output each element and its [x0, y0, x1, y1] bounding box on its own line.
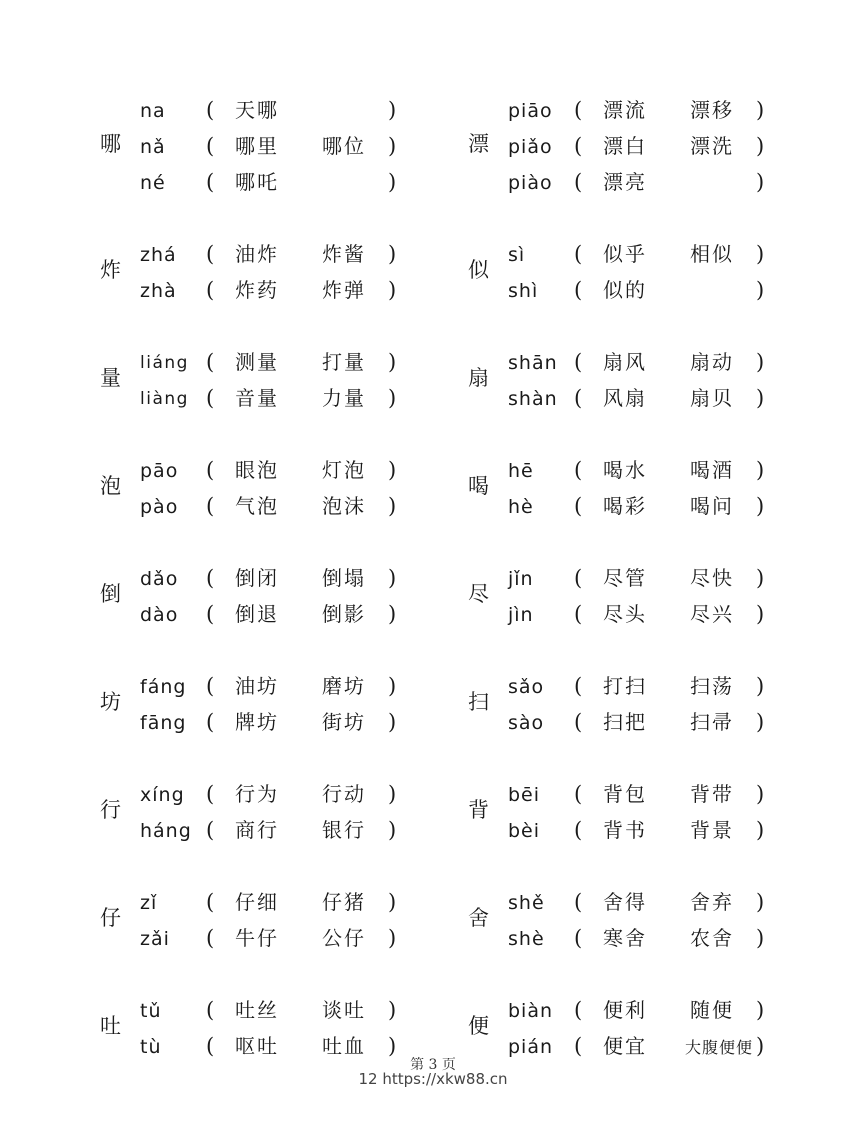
example-word-1: 似乎 — [603, 242, 647, 266]
close-paren: ) — [756, 926, 765, 950]
reading-row — [140, 240, 470, 270]
close-paren: ) — [756, 134, 765, 158]
close-paren: ) — [756, 890, 765, 914]
pinyin: tǔ — [140, 1000, 162, 1022]
open-paren: ( — [206, 242, 215, 266]
open-paren: ( — [206, 998, 215, 1022]
example-word-2: 扫荡 — [690, 674, 734, 698]
close-paren: ) — [388, 170, 397, 194]
pinyin: liáng — [140, 353, 189, 373]
pinyin: fáng — [140, 676, 187, 698]
example-word-2: 灯泡 — [322, 458, 366, 482]
close-paren: ) — [756, 710, 765, 734]
pinyin: xíng — [140, 784, 185, 806]
example-word-2: 相似 — [690, 242, 734, 266]
close-paren: ) — [388, 890, 397, 914]
reading-row — [508, 276, 838, 306]
reading-row — [508, 384, 838, 414]
example-word-1: 行为 — [235, 782, 279, 806]
example-word-2: 尽兴 — [690, 602, 734, 626]
pinyin: shè — [508, 928, 545, 950]
example-word-1: 打扫 — [603, 674, 647, 698]
head-character: 背 — [468, 798, 489, 822]
reading-row — [508, 132, 838, 162]
open-paren: ( — [574, 782, 583, 806]
open-paren: ( — [206, 170, 215, 194]
example-word-1: 牛仔 — [235, 926, 279, 950]
example-word-1: 油炸 — [235, 242, 279, 266]
reading-row — [140, 276, 470, 306]
close-paren: ) — [388, 926, 397, 950]
reading-row — [508, 780, 838, 810]
head-character: 扇 — [468, 366, 489, 390]
head-character: 便 — [468, 1014, 489, 1038]
close-paren: ) — [388, 818, 397, 842]
head-character: 喝 — [468, 474, 489, 498]
example-word-1: 眼泡 — [235, 458, 279, 482]
example-word-1: 音量 — [235, 386, 279, 410]
reading-row — [140, 600, 470, 630]
pinyin: shān — [508, 352, 558, 374]
close-paren: ) — [388, 998, 397, 1022]
example-word-2: 行动 — [322, 782, 366, 806]
example-word-2: 随便 — [690, 998, 734, 1022]
open-paren: ( — [574, 818, 583, 842]
close-paren: ) — [388, 278, 397, 302]
open-paren: ( — [574, 386, 583, 410]
reading-row — [140, 996, 470, 1026]
example-word-1: 哪吒 — [235, 170, 279, 194]
example-word-1: 漂亮 — [603, 170, 647, 194]
example-word-2: 倒影 — [322, 602, 366, 626]
reading-row — [508, 816, 838, 846]
open-paren: ( — [206, 350, 215, 374]
reading-row — [508, 492, 838, 522]
page-number: 第 3 页 — [410, 1057, 456, 1073]
close-paren: ) — [388, 494, 397, 518]
pinyin: pián — [508, 1036, 554, 1058]
pinyin: piào — [508, 172, 553, 194]
open-paren: ( — [206, 386, 215, 410]
example-word-2: 舍弃 — [690, 890, 734, 914]
example-word-1: 倒退 — [235, 602, 279, 626]
pinyin: jìn — [508, 604, 534, 626]
reading-row — [140, 924, 470, 954]
example-word-1: 漂流 — [603, 98, 647, 122]
reading-row — [508, 708, 838, 738]
example-word-1: 漂白 — [603, 134, 647, 158]
example-word-2: 漂洗 — [690, 134, 734, 158]
pinyin: bēi — [508, 784, 541, 806]
head-character: 舍 — [468, 906, 489, 930]
pinyin: zhá — [140, 244, 177, 266]
example-word-1: 背书 — [603, 818, 647, 842]
reading-row — [140, 672, 470, 702]
example-word-1: 倒闭 — [235, 566, 279, 590]
example-word-2: 街坊 — [322, 710, 366, 734]
pinyin: né — [140, 172, 166, 194]
close-paren: ) — [756, 350, 765, 374]
example-word-2: 扇贝 — [690, 386, 734, 410]
close-paren: ) — [388, 350, 397, 374]
pinyin: sǎo — [508, 676, 545, 698]
example-word-1: 似的 — [603, 278, 647, 302]
close-paren: ) — [756, 1034, 765, 1058]
reading-row — [140, 816, 470, 846]
open-paren: ( — [574, 926, 583, 950]
open-paren: ( — [574, 98, 583, 122]
close-paren: ) — [756, 566, 765, 590]
open-paren: ( — [574, 350, 583, 374]
close-paren: ) — [756, 602, 765, 626]
pinyin: sì — [508, 244, 526, 266]
pinyin: bèi — [508, 820, 541, 842]
head-character: 倒 — [100, 582, 121, 606]
example-word-1: 尽头 — [603, 602, 647, 626]
example-word-1: 牌坊 — [235, 710, 279, 734]
example-word-1: 仔细 — [235, 890, 279, 914]
close-paren: ) — [756, 170, 765, 194]
pinyin: jǐn — [508, 568, 534, 590]
open-paren: ( — [574, 170, 583, 194]
reading-row — [508, 888, 838, 918]
example-word-1: 吐丝 — [235, 998, 279, 1022]
close-paren: ) — [388, 386, 397, 410]
example-word-2: 打量 — [322, 350, 366, 374]
head-character: 尽 — [468, 582, 489, 606]
example-word-2: 倒塌 — [322, 566, 366, 590]
open-paren: ( — [206, 134, 215, 158]
open-paren: ( — [574, 278, 583, 302]
reading-row — [140, 780, 470, 810]
example-word-1: 扇风 — [603, 350, 647, 374]
reading-row — [140, 132, 470, 162]
pinyin: nǎ — [140, 136, 166, 158]
reading-row — [508, 96, 838, 126]
pinyin: hè — [508, 496, 534, 518]
head-character: 漂 — [468, 132, 489, 156]
close-paren: ) — [388, 1034, 397, 1058]
head-character: 泡 — [100, 474, 121, 498]
pinyin: tù — [140, 1036, 162, 1058]
close-paren: ) — [388, 782, 397, 806]
pinyin: pào — [140, 496, 179, 518]
example-word-1: 商行 — [235, 818, 279, 842]
open-paren: ( — [574, 998, 583, 1022]
close-paren: ) — [756, 674, 765, 698]
open-paren: ( — [574, 494, 583, 518]
open-paren: ( — [574, 242, 583, 266]
head-character: 仔 — [100, 906, 121, 930]
example-word-2: 银行 — [322, 818, 366, 842]
open-paren: ( — [574, 674, 583, 698]
close-paren: ) — [388, 674, 397, 698]
pinyin: hē — [508, 460, 534, 482]
open-paren: ( — [574, 458, 583, 482]
pinyin: shàn — [508, 388, 558, 410]
example-word-1: 舍得 — [603, 890, 647, 914]
example-word-1: 测量 — [235, 350, 279, 374]
reading-row — [140, 888, 470, 918]
reading-row — [508, 564, 838, 594]
pinyin: na — [140, 100, 166, 122]
example-word-1: 便宜 — [603, 1034, 647, 1058]
reading-row — [508, 672, 838, 702]
reading-row — [508, 924, 838, 954]
head-character: 行 — [100, 798, 121, 822]
example-word-2: 磨坊 — [322, 674, 366, 698]
pinyin: liàng — [140, 389, 189, 409]
head-character: 扫 — [468, 690, 489, 714]
head-character: 坊 — [100, 690, 121, 714]
example-word-1: 风扇 — [603, 386, 647, 410]
open-paren: ( — [574, 602, 583, 626]
open-paren: ( — [206, 674, 215, 698]
head-character: 炸 — [100, 258, 121, 282]
close-paren: ) — [756, 98, 765, 122]
reading-row — [508, 240, 838, 270]
reading-row — [508, 168, 838, 198]
example-word-2: 吐血 — [322, 1034, 366, 1058]
open-paren: ( — [206, 602, 215, 626]
example-word-1: 扫把 — [603, 710, 647, 734]
close-paren: ) — [388, 98, 397, 122]
example-word-1: 便利 — [603, 998, 647, 1022]
pinyin: sào — [508, 712, 545, 734]
open-paren: ( — [206, 1034, 215, 1058]
example-word-1: 背包 — [603, 782, 647, 806]
example-word-1: 气泡 — [235, 494, 279, 518]
head-character: 量 — [100, 366, 121, 390]
open-paren: ( — [206, 818, 215, 842]
pinyin: háng — [140, 820, 192, 842]
close-paren: ) — [388, 710, 397, 734]
open-paren: ( — [574, 134, 583, 158]
example-word-2: 炸弹 — [322, 278, 366, 302]
reading-row — [140, 456, 470, 486]
example-word-2: 谈吐 — [322, 998, 366, 1022]
close-paren: ) — [388, 566, 397, 590]
open-paren: ( — [206, 98, 215, 122]
open-paren: ( — [574, 710, 583, 734]
pinyin: dǎo — [140, 568, 179, 590]
pinyin: shì — [508, 280, 539, 302]
example-word-2: 扇动 — [690, 350, 734, 374]
reading-row — [140, 168, 470, 198]
pinyin: zǐ — [140, 892, 158, 914]
example-word-2: 喝问 — [690, 494, 734, 518]
open-paren: ( — [206, 926, 215, 950]
close-paren: ) — [756, 782, 765, 806]
example-word-2: 喝酒 — [690, 458, 734, 482]
head-character: 吐 — [100, 1014, 121, 1038]
example-word-2: 背带 — [690, 782, 734, 806]
example-word-1: 哪里 — [235, 134, 279, 158]
close-paren: ) — [388, 134, 397, 158]
close-paren: ) — [756, 278, 765, 302]
open-paren: ( — [574, 890, 583, 914]
open-paren: ( — [206, 782, 215, 806]
pinyin: piǎo — [508, 136, 553, 158]
pinyin: biàn — [508, 1000, 554, 1022]
example-word-2: 农舍 — [690, 926, 734, 950]
example-word-1: 寒舍 — [603, 926, 647, 950]
reading-row — [140, 708, 470, 738]
example-word-2: 哪位 — [322, 134, 366, 158]
open-paren: ( — [206, 710, 215, 734]
example-word-1: 尽管 — [603, 566, 647, 590]
example-word-1: 天哪 — [235, 98, 279, 122]
example-word-1: 炸药 — [235, 278, 279, 302]
reading-row — [140, 96, 470, 126]
reading-row — [140, 564, 470, 594]
reading-row — [140, 348, 470, 378]
example-word-2: 炸酱 — [322, 242, 366, 266]
example-word-2: 大腹便便 — [685, 1038, 754, 1057]
reading-row — [508, 600, 838, 630]
example-word-2: 扫帚 — [690, 710, 734, 734]
pinyin: shě — [508, 892, 545, 914]
reading-row — [508, 456, 838, 486]
close-paren: ) — [756, 818, 765, 842]
example-word-1: 喝彩 — [603, 494, 647, 518]
example-word-2: 尽快 — [690, 566, 734, 590]
head-character: 似 — [468, 258, 489, 282]
pinyin: piāo — [508, 100, 553, 122]
close-paren: ) — [756, 494, 765, 518]
open-paren: ( — [206, 494, 215, 518]
example-word-1: 呕吐 — [235, 1034, 279, 1058]
reading-row — [140, 384, 470, 414]
example-word-2: 泡沫 — [322, 494, 366, 518]
close-paren: ) — [756, 386, 765, 410]
pinyin: fāng — [140, 712, 187, 734]
head-character: 哪 — [100, 132, 121, 156]
open-paren: ( — [206, 890, 215, 914]
example-word-2: 漂移 — [690, 98, 734, 122]
open-paren: ( — [206, 278, 215, 302]
pinyin: dào — [140, 604, 179, 626]
close-paren: ) — [388, 242, 397, 266]
example-word-2: 背景 — [690, 818, 734, 842]
example-word-1: 油坊 — [235, 674, 279, 698]
example-word-2: 力量 — [322, 386, 366, 410]
open-paren: ( — [574, 566, 583, 590]
open-paren: ( — [206, 458, 215, 482]
close-paren: ) — [388, 602, 397, 626]
open-paren: ( — [206, 566, 215, 590]
close-paren: ) — [388, 458, 397, 482]
close-paren: ) — [756, 998, 765, 1022]
reading-row — [140, 492, 470, 522]
close-paren: ) — [756, 242, 765, 266]
example-word-1: 喝水 — [603, 458, 647, 482]
pinyin: pāo — [140, 460, 179, 482]
pinyin: zǎi — [140, 928, 170, 950]
example-word-2: 仔猪 — [322, 890, 366, 914]
reading-row — [508, 348, 838, 378]
pinyin: zhà — [140, 280, 177, 302]
source-url: 12 https://xkw88.cn — [358, 1070, 508, 1088]
reading-row — [508, 996, 838, 1026]
open-paren: ( — [574, 1034, 583, 1058]
example-word-2: 公仔 — [322, 926, 366, 950]
close-paren: ) — [756, 458, 765, 482]
